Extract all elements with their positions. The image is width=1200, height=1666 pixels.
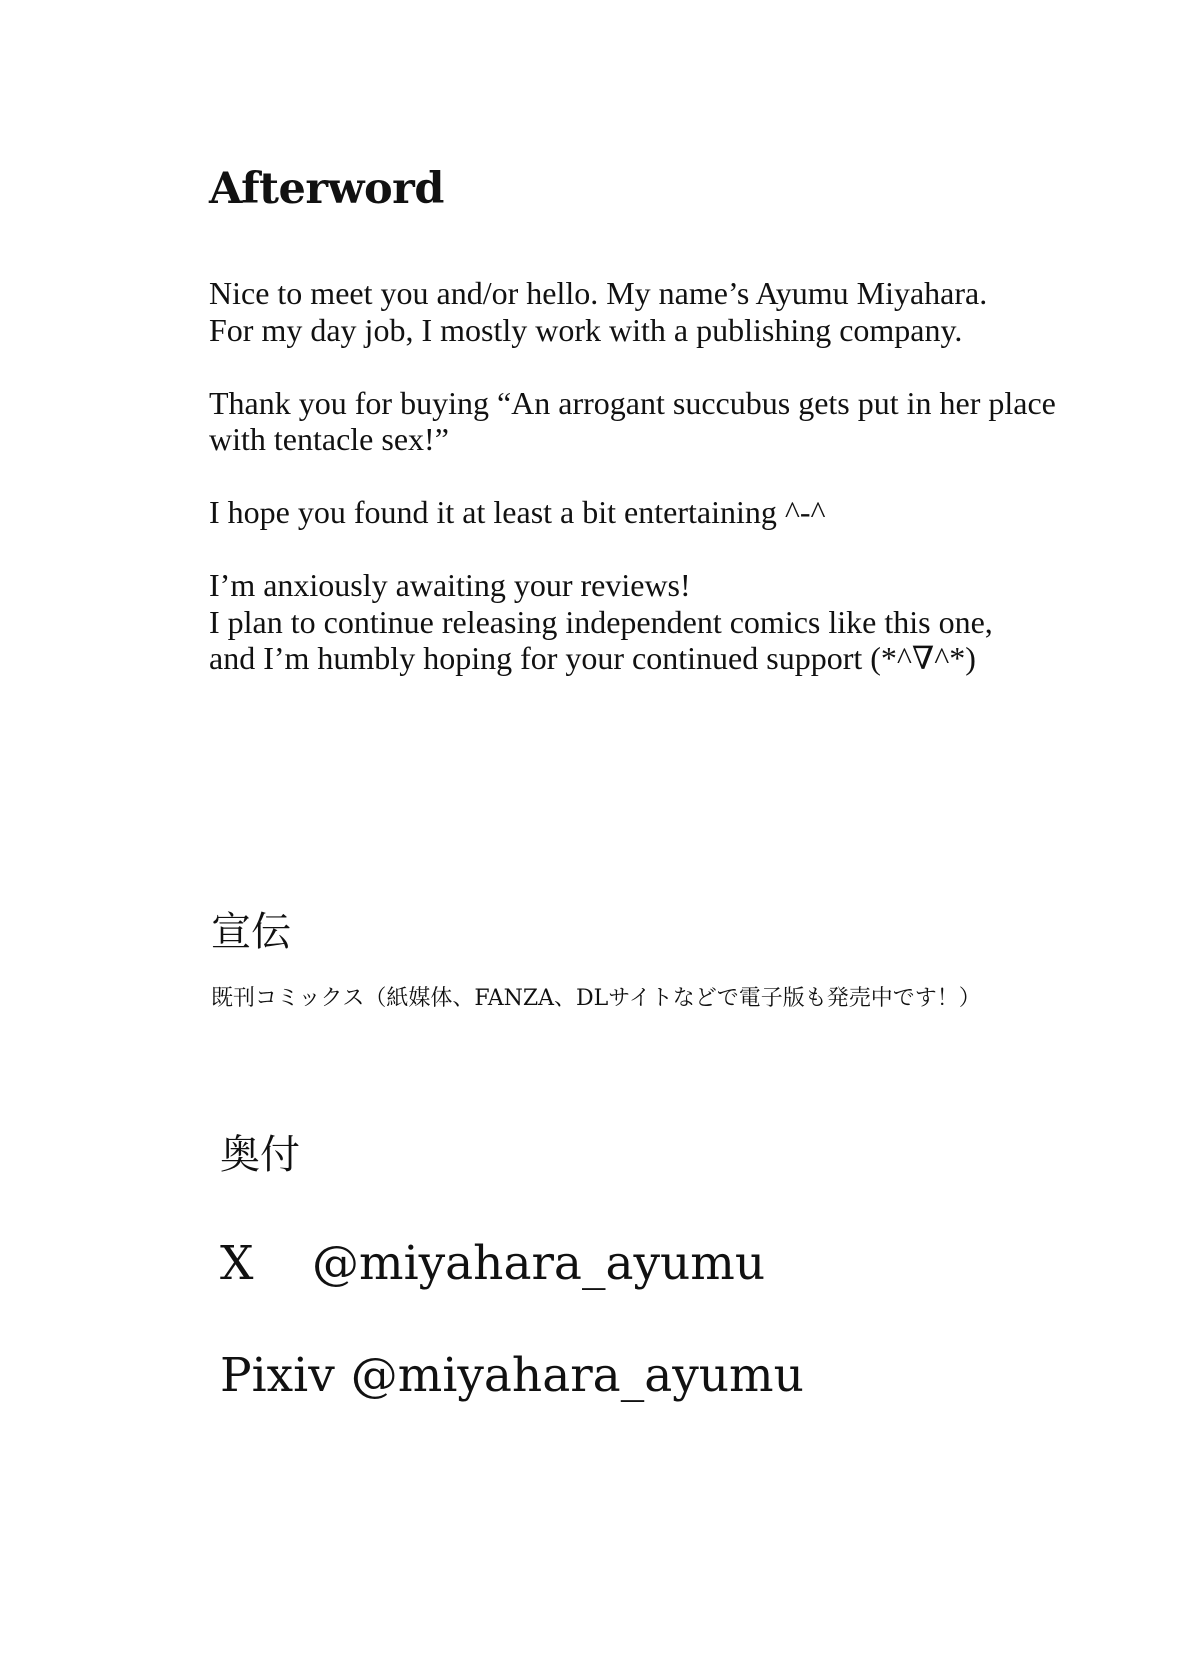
account-handle: @miyahara_ayumu (312, 1236, 766, 1291)
promotion-text: 既刊コミックス（紙媒体、FANZA、DLサイトなどで電子版も発売中です！） (211, 986, 981, 1011)
social-account-x (220, 1236, 766, 1291)
account-handle: @miyahara_ayumu (350, 1348, 804, 1403)
afterword-paragraph (209, 385, 1169, 458)
afterword-paragraph (209, 275, 1169, 348)
text-line: I’m anxiously awaiting your reviews! (209, 567, 691, 603)
promotion-heading: 宣伝 (211, 909, 291, 955)
text-line: and I’m humbly hoping for your continued support (*^∇^*) (209, 640, 976, 676)
text-line: I hope you found it at least a bit entertaining ^-^ (209, 494, 826, 530)
text-line: I plan to continue releasing independent comics like this one, (209, 603, 993, 640)
text-line: For my day job, I mostly work with a publishing company. (209, 311, 963, 348)
platform-name: X (220, 1236, 254, 1291)
text-line: Nice to meet you and/or hello. My name’s Ayumu Miyahara. (209, 275, 988, 311)
text-line: Thank you for buying “An arrogant succubus gets put in her place (209, 384, 1056, 421)
colophon-heading: 奥付 (220, 1132, 300, 1178)
social-account-pixiv (220, 1348, 804, 1403)
afterword-body (209, 275, 1169, 713)
platform-name: Pixiv (220, 1348, 335, 1403)
afterword-paragraph (209, 494, 1169, 531)
afterword-title: Afterword (209, 164, 444, 214)
afterword-paragraph (209, 567, 1169, 677)
text-line: with tentacle sex!” (209, 421, 449, 457)
